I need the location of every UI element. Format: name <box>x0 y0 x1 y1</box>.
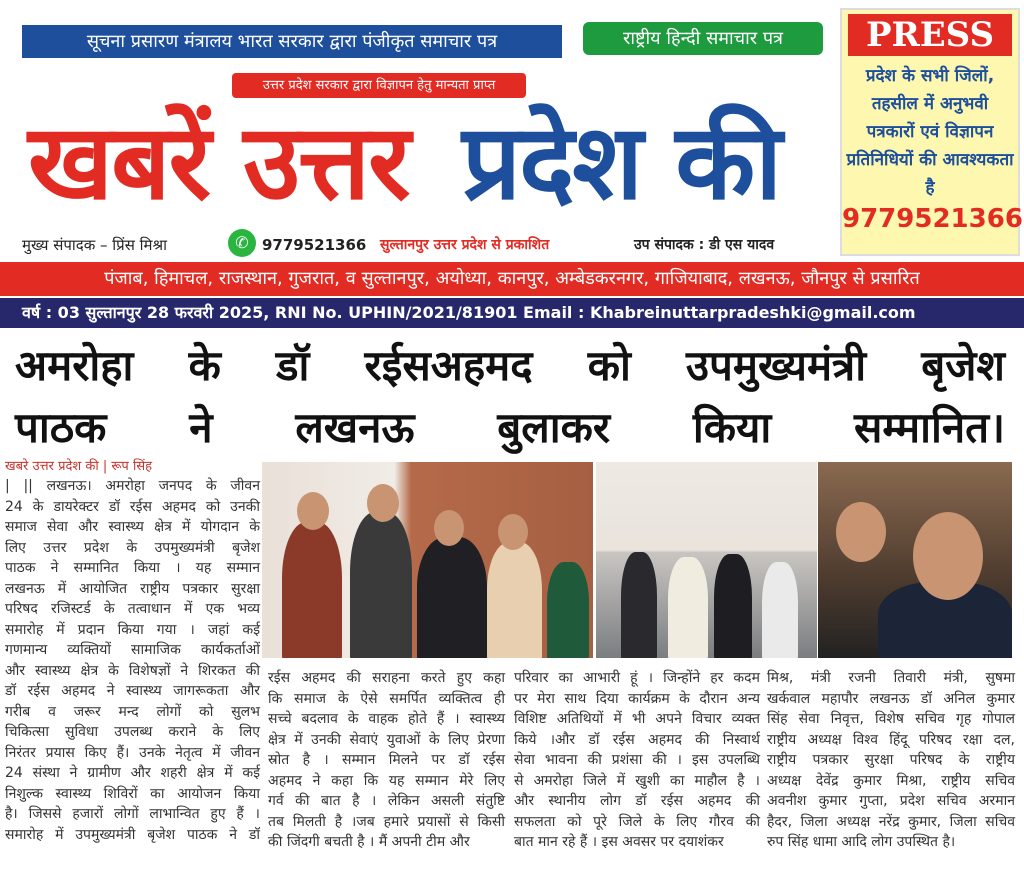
article-line: सेवा भावना की प्रशंसा की । इस उपलब्धि <box>514 752 760 768</box>
article-line: कि समाज के ऐसे समर्पित व्यक्तित्व ही <box>268 690 505 707</box>
photo-award-ceremony <box>262 462 593 658</box>
article-line: गर्व की बात है । लेकिन असली संतुष्टि <box>268 793 505 809</box>
article-line: अध्यक्ष देवेंद्र कुमार मिश्रा, राष्ट्रीय सचिव <box>767 772 1015 789</box>
published-from: सुल्तानपुर उत्तर प्रदेश से प्रकाशित <box>380 237 550 253</box>
article-line: की जिंदगी बचती है । मैं अपनी टीम और <box>268 834 470 850</box>
masthead-blue: प्रदेश की <box>462 101 781 223</box>
article-column-4 <box>767 668 1015 853</box>
recognition-banner: उत्तर प्रदेश सरकार द्वारा विज्ञापन हेतु मान्यता प्राप्त <box>232 73 526 98</box>
article-line: सफलता को पूरे जिले के लिए गौरव की <box>514 813 760 830</box>
article-column-1 <box>5 476 260 845</box>
article-line: निशुल्क स्वास्थ्य शिविरों का आयोजन किया <box>5 785 260 802</box>
article-line: अहमद ने कहा कि यह सम्मान मेरे लिए <box>268 772 505 789</box>
article-line: तब मिलती है ।जब हमारे प्रयासों से किसी <box>268 813 505 830</box>
photo-selfie <box>818 462 1012 658</box>
article-line: लिए उत्तर प्रदेश के उपमुख्यमंत्री बृजेश <box>5 539 260 556</box>
article-line: सिंह सेवा निवृत्त, विशेष सचिव गृह गोपाल <box>767 711 1015 727</box>
article-line: विशिष्ट अतिथियों में भी अपने विचार व्यक्त <box>514 711 760 727</box>
article-line: खर्कवाल महापौर लखनऊ डॉ अनिल कुमार <box>767 690 1015 707</box>
article-line: से अमरोहा जिले में खुशी का माहौल है । <box>514 772 760 789</box>
press-ad <box>840 8 1023 256</box>
article-line: राष्ट्रीय पत्रकार सुरक्षा परिषद के राष्ट्रीय <box>767 752 1015 768</box>
article-column-2 <box>268 668 505 853</box>
article-line: रुप सिंह धामा आदि लोग उपस्थित है। <box>767 834 956 850</box>
article-line: समारोह में प्रदान किया गया । जहां कई <box>5 621 260 638</box>
article-line: निरंतर प्रयास किए हैं। उनके नेतृत्व में जीवन <box>5 744 260 761</box>
chief-editor: मुख्य संपादक – प्रिंस मिश्रा <box>22 236 167 254</box>
article-line: राष्ट्रीय अध्यक्ष विश्व हिंदू परिषद रक्षा दल, <box>767 731 1015 748</box>
article-line: | || लखनऊ। अमरोहा जनपद के जीवन <box>5 478 260 494</box>
article-line: गणमान्य व्यक्तियों सामाजिक कार्यकर्ताओं <box>5 642 260 658</box>
article-column-3 <box>514 668 760 853</box>
headline-line-1: अमरोहा के डॉ रईसअहमद को उपमुख्यमंत्री बृजेश <box>15 341 1005 390</box>
national-banner: राष्ट्रीय हिन्दी समाचार पत्र <box>583 22 823 55</box>
article-line: समारोह में उपमुख्यमंत्री बृजेश पाठक ने डॉ <box>5 826 260 843</box>
article-line: अवनीश कुमार गुप्ता, प्रदेश सचिव अरमान <box>767 793 1015 809</box>
article-line: समाज सेवा और स्वास्थ्य क्षेत्र में योगदान के <box>5 519 260 535</box>
article-line: 24 संस्था ने ग्रामीण और शहरी क्षेत्र में कई <box>5 765 260 781</box>
masthead-red: खबरें उत्तर <box>28 101 409 223</box>
article-line: परिवार का आभारी हूं । जिन्होंने हर कदम <box>514 670 760 686</box>
registration-banner: सूचना प्रसारण मंत्रालय भारत सरकार द्वारा पंजीकृत समाचार पत्र <box>22 25 562 58</box>
article-line: हैदर, जिला अध्यक्ष नरेंद्र कुमार, जिला सचिव <box>767 813 1015 830</box>
article-line: रईस अहमद की सराहना करते हुए कहा <box>268 670 505 686</box>
article-line: क्षेत्र में उनकी सेवाएं युवाओं के लिए प्रेरणा <box>268 731 505 748</box>
press-phone: 9779521366 <box>842 204 1023 234</box>
article-line: पाठक ने सम्मानित किया । यह सम्मान <box>5 560 260 576</box>
headline-line-2: पाठक ने लखनऊ बुलाकर किया सम्मानित। <box>15 403 1005 452</box>
article-line: चिकित्सा सुविधा उपलब्ध कराने के लिए <box>5 724 260 740</box>
dateline-band: वर्ष : 03 सुल्तानपुर 28 फरवरी 2025, RNI No. UPHIN/2021/81901 Email : Khabreinuttarpradeshki@gmail.com <box>0 298 1024 328</box>
article-line: 24 के डायरेक्टर डॉ रईस अहमद को उनकी <box>5 498 260 515</box>
phone-number: 9779521366 <box>262 236 367 254</box>
whatsapp-icon: ✆ <box>228 229 256 257</box>
article-line: और स्थानीय लोग डॉ रईस अहमद की <box>514 793 760 809</box>
article-line: परिषद रजिस्टर्ड के तत्वाधान में एक भव्य <box>5 601 260 617</box>
photo-cooperative-building <box>596 462 817 658</box>
article-line: लखनऊ में आयोजित राष्ट्रीय पत्रकार सुरक्षा <box>5 580 260 597</box>
article-line: है। जिससे हजारों लोगों लाभान्वित हुए हैं । <box>5 806 260 822</box>
article-line: गरीब व जरूर मन्द लोगों को सुलभ <box>5 703 260 720</box>
circulation-band: पंजाब, हिमाचल, राजस्थान, गुजरात, व सुल्तानपुर, अयोध्या, कानपुर, अम्बेडकरनगर, गाजियाबाद, लखनऊ, जौनपुर से प्रसारित <box>0 262 1024 296</box>
sub-editor: उप संपादक : डी एस यादव <box>634 237 775 253</box>
article-line: सच्चे बदलाव के वाहक होते हैं । स्वास्थ्य <box>268 711 505 727</box>
article-line: किये ।और डॉ रईस अहमद की निस्वार्थ <box>514 731 760 748</box>
article-line: मिश्र, मंत्री रजनी तिवारी मंत्री, सुषमा <box>767 670 1015 686</box>
article-line: स्रोत है । सम्मान मिलने पर डॉ रईस <box>268 752 505 768</box>
byline: खबरे उत्तर प्रदेश की | रूप सिंह <box>5 459 153 474</box>
press-title: PRESS <box>848 14 1012 56</box>
press-text: प्रदेश के सभी जिलों, तहसील में अनुभवी पत्रकारों एवं विज्ञापन प्रतिनिधियों की आवश्यकता है <box>846 66 1014 198</box>
article-line: डॉ रईस अहमद ने स्वास्थ्य जागरूकता और <box>5 683 260 699</box>
article-line: बात मान रहे हैं । इस अवसर पर दयाशंकर <box>514 834 724 850</box>
article-line: पर मेरा साथ दिया कार्यक्रम के दौरान अन्य <box>514 690 760 707</box>
article-line: और स्वास्थ्य क्षेत्र के विशेषज्ञों ने शिरकत की <box>5 662 260 679</box>
